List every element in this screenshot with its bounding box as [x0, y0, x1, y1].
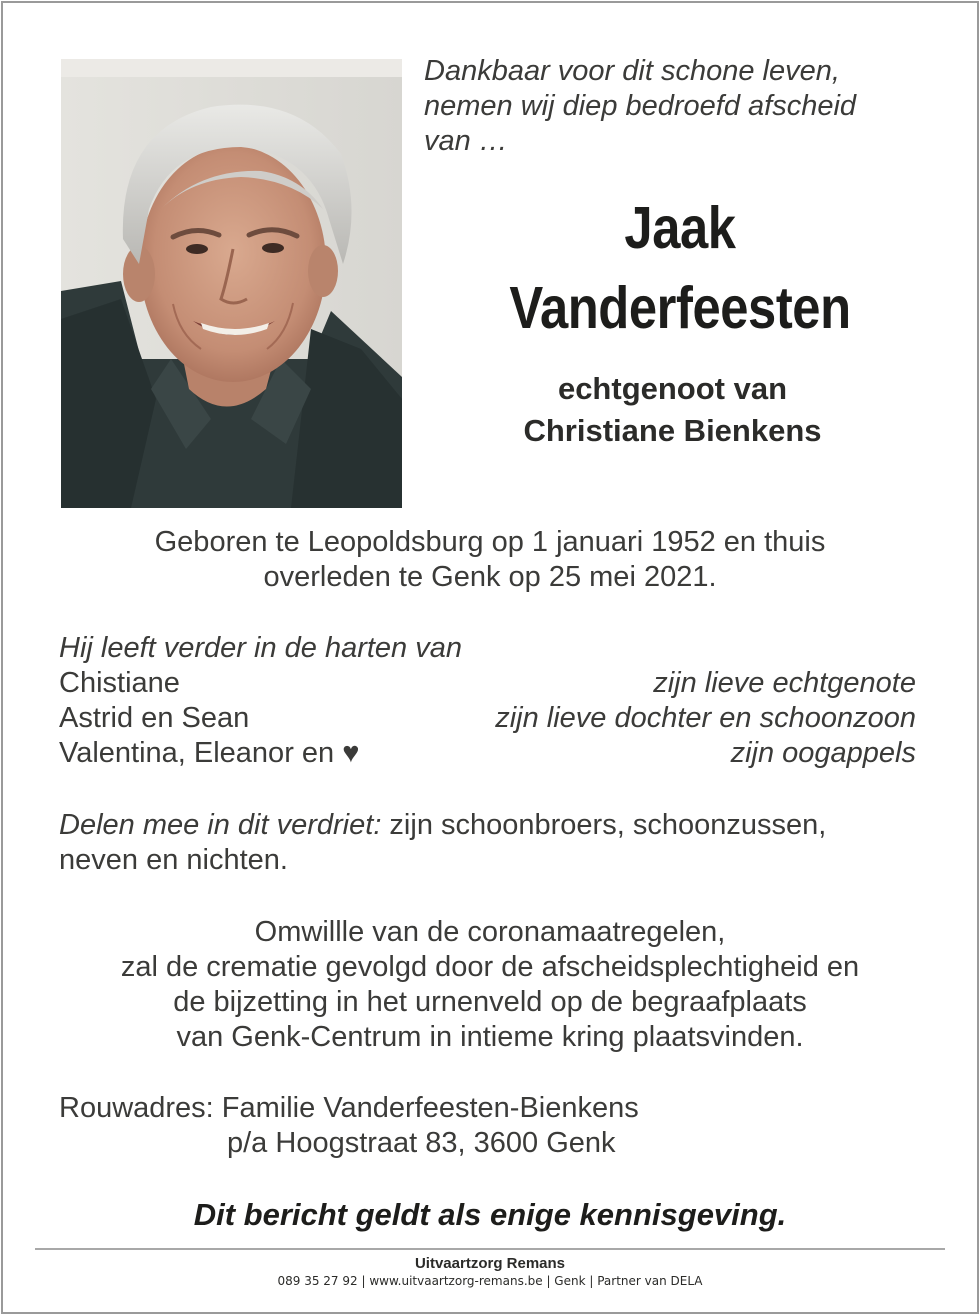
family-names: Chistiane [59, 667, 180, 699]
info-line: zal de crematie gevolgd door de afscheidsplechtigheid en [120, 951, 860, 983]
family-names: Astrid en Sean [59, 702, 250, 734]
info-line: de bijzetting in het urnenveld op de begraafplaats [173, 986, 807, 1018]
address-line1: Rouwadres: Familie Vanderfeesten-Bienkens [59, 1092, 639, 1124]
family-relation: zijn oogappels [730, 737, 916, 769]
deceased-last-name: Vanderfeesten [509, 275, 851, 341]
share-grief-text [59, 808, 929, 878]
death-line: overleden te Genk op 25 mei 2021. [263, 561, 717, 593]
birth-line: Geboren te Leopoldsburg op 1 januari 1952 en thuis [154, 526, 826, 558]
family-list [59, 631, 916, 771]
ceremony-info [30, 915, 950, 1055]
address-line2: p/a Hoogstraat 83, 3600 Genk [227, 1127, 616, 1159]
share-label: Delen mee in dit verdriet: [59, 809, 382, 841]
family-row [59, 736, 916, 771]
intro-line: nemen wij diep bedroefd afscheid [424, 90, 857, 122]
notice-text: Dit bericht geldt als enige kennisgeving. [193, 1197, 787, 1232]
birth-death-text [40, 525, 940, 595]
family-relation: zijn lieve echtgenote [653, 667, 916, 699]
intro-text [424, 54, 944, 159]
intro-line: van … [424, 125, 508, 157]
footer-divider [35, 1248, 945, 1250]
intro-line: Dankbaar voor dit schone leven, [424, 55, 840, 87]
deceased-first-name: Jaak [624, 195, 736, 261]
family-names: Valentina, Eleanor en ♥ [59, 737, 360, 769]
share-line2: neven en nichten. [59, 844, 288, 876]
family-row [59, 666, 916, 701]
info-line: van Genk-Centrum in intieme kring plaatsvinden. [176, 1021, 804, 1053]
family-relation: zijn lieve dochter en schoonzoon [495, 702, 916, 734]
spouse-name: Christiane Bienkens [523, 413, 822, 448]
funeral-company-details: 089 35 27 92 | www.uitvaartzorg-remans.be | Genk | Partner van DELA [277, 1274, 703, 1288]
funeral-company-name: Uitvaartzorg Remans [414, 1255, 566, 1272]
spouse-label: echtgenoot van [557, 371, 788, 406]
info-line: Omwillle van de coronamaatregelen, [254, 916, 726, 948]
share-text: zijn schoonbroers, schoonzussen, [381, 809, 827, 841]
mourning-address [59, 1091, 639, 1161]
family-lead: Hij leeft verder in de harten van [59, 632, 462, 664]
family-row [59, 701, 916, 736]
portrait-photo [61, 59, 402, 508]
